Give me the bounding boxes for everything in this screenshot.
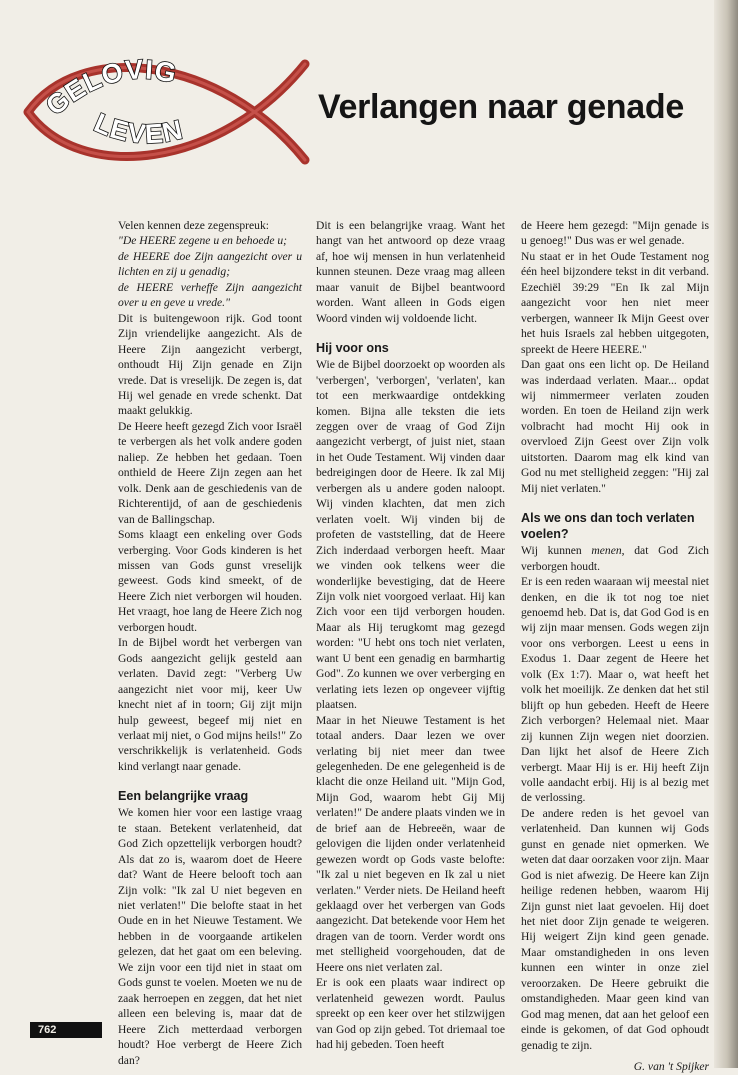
text-run: Wij kunnen [521, 544, 592, 558]
paragraph: De Heere heeft gezegd Zich voor Israël te verbergen als het volk andere goden naliep. Ze hebben het gedaan. Toen onthield de Heere Zijn zegen aan het volk. Denk aan de geschiedenis van de Richterentijd, of aan de geschiedenis van de Ballingschap. [118, 419, 302, 526]
page-edge-shadow [714, 0, 738, 1068]
quote-line: de HEERE doe Zijn aangezicht over u lichten en zij u genadig; [118, 249, 302, 279]
paragraph: Dit is buitengewoon rijk. God toont Zijn vriendelijke aangezicht. Als de Heere Zijn aangezicht verbergt, onthoudt Hij Zijn genade en Zijn vrede. Dat is vreselijk. De zegen is, dat Hij wel genade en vrede schenkt. Dat maakt gelukkig. [118, 311, 302, 418]
paragraph: de Heere hem gezegd: "Mijn genade is u genoeg!" Dus was er wel genade. [521, 219, 709, 248]
paragraph: We komen hier voor een lastige vraag te staan. Betekent verlatenheid, dat God Zich opzettelijk verborgen houdt? Als dat zo is, waarom doet de Heere dat? Want de Heere belooft toch aan Zijn volk: "Ik zal U niet begeven en niet verlaten!" Die belofte staat in het Oude en in het Nieuwe Testament. We hebben in de voorgaande artikelen gelezen, dat het gaat om een beleving. We zijn voor een tijd niet in staat om Gods gunst te voelen. Moeten we nu de zaak herroepen en zeggen, dat het niet alleen een beleving is, maar dat de Heere Zich metterdaad verborgen houdt? Hoe verbergt de Heere Zich dan? [118, 806, 302, 1067]
paragraph: De andere reden is het gevoel van verlatenheid. Dan kunnen wij Gods gunst en genade niet opmerken. We weten dat daar oorzaken voor zijn. Maar God is niet afwezig. De Heere kan Zijn heilige redenen hebben, waarom Hij Zijn gunst niet laat gevoelen. Hij doet het niet door Zijn genade te weigeren. Hij weigert Zijn kind geen genade. Maar omstandigheden in ons leven kunnen een winter in onze ziel veroorzaken. De Heere gebruikt die omstandigheden. Maar geen kind van God mag menen, dat aan het geloof een einde is gekomen, of dat God ophoudt genadig te zijn. [521, 806, 709, 1052]
emphasis: menen [591, 544, 622, 558]
quote-line: de HEERE verheffe Zijn aangezicht over u en geve u vrede." [118, 280, 302, 310]
author-signature: G. van 't Spijker [633, 1060, 709, 1074]
logo-text-top: GELOVIG [40, 54, 180, 122]
logo-text-bottom: LEVEN [89, 107, 186, 150]
paragraph: Soms klaagt een enkeling over Gods verberging. Voor Gods kinderen is het missen van Gods gunst vreselijk geweest. Gods kind smeekt, of de Heere Zich niet verborgen wil houden. Het vraagt, hoe lang de Heere Zich nog verborgen houdt. [118, 528, 302, 634]
text-run: , dat God Zich verborgen houdt. [521, 544, 709, 573]
page-number: 762 [30, 1022, 102, 1038]
text-column-1 [118, 218, 302, 1068]
paragraph: Wie de Bijbel doorzoekt op woorden als 'verbergen', 'verborgen', 'verlaten', kan tot een merkwaardige ontdekking komen. Bijna alle teksten die iets zeggen over de vraag of God Zijn aangezicht verbergt, of juist niet, staan in het Oude Testament. Wij vinden daar bedreigingen door de Heere. Ik zal Mij verbergen als u andere goden naloopt. Wij vinden klachten, dat men zich verlaten voelt. Wij vinden bij de profeten de vaststelling, dat de Heere Zich inderdaad verborgen heeft. Maar we vinden ook telkens weer die wonderlijke bevestiging, dat de Heere Zijn volk niet voorgoed verlaat. Hij kan Zich voor een tijd verborgen houden. Maar als Hij terugkomt mag gezegd worden: "U hebt ons toch niet verlaten, want U bent een genadig en barmhartig God". Zo kunnen we over verberging en verlating iets lezen op ongeveer vijftig plaatsen. [316, 358, 505, 712]
text-column-3 [521, 218, 709, 1075]
text-column-2 [316, 218, 505, 1053]
paragraph: Dan gaat ons een licht op. De Heiland was inderdaad verlaten. Maar... opdat wij nimmermeer verlaten zouden worden. En toen de Heiland zijn werk volbracht had mocht Hij ook in overvloed Zijn Geest over Zijn volk uitstorten. Daarom mag elk kind van God nu met stelligheid zeggen: "Hij zal Mij niet verlaten." [521, 358, 709, 495]
paragraph: Maar in het Nieuwe Testament is het totaal anders. Daar lezen we over verlating bij niet meer dan twee gelegenheden. De ene gelegenheid is de klacht die onze Heiland uit. "Mijn God, Mijn God, waarom hebt Gij Mij verlaten!" De andere plaats vinden we in de brief aan de Hebreeën, waar de gelovigen die lijden onder verlatenheid gewezen wordt op Gods vaste belofte: "Ik zal u niet begeven en Ik zal u niet verlaten." Verder niets. De Heiland heeft geklaagd over het verbergen van Gods aangezicht. Dat betekende voor Hem het dragen van de toorn. Verder wordt ons met stelligheid voorgehouden, dat de Heere ons niet verlaten zal. [316, 713, 505, 974]
article-title: Verlangen naar genade [318, 88, 684, 126]
section-heading: Een belangrijke vraag [118, 789, 249, 804]
section-heading: Hij voor ons [316, 341, 389, 356]
svg-text:LEVEN [90, 107, 186, 149]
paragraph [521, 543, 709, 574]
fish-logo [20, 50, 310, 170]
quote-line: "De HEERE zegene u en behoede u; [118, 234, 288, 248]
paragraph: Dit is een belangrijke vraag. Want het hangt van het antwoord op deze vraag af, hoe wij mensen in hun verlatenheid kunnen steunen. Deze vraag mag alleen maar vanuit de Bijbel beantwoord worden. Want alleen in Gods eigen Woord vinden wij voldoende licht. [316, 219, 505, 325]
paragraph: In de Bijbel wordt het verbergen van Gods aangezicht gelijk gesteld aan verlaten. David zegt: "Verberg Uw aangezicht niet voor mij, keer Uw knecht niet af in toorn; Gij zijt mijn hulp geweest, begeef mij niet en verlaat mij niet, o God mijns heils!" Zo verschrikkelijk is verlatenheid. Gods kind verlangt naar genade. [118, 636, 302, 773]
paragraph: Er is een reden waaraan wij meestal niet denken, en die ik tot nog toe niet genoemd heb. Dat is, dat God God is en wij zijn maar mensen. Gods wegen zijn voor ons verborgen. Leest u eens in Exodus 1. Daar zegent de Heere het volk (Ex 1:7). Maar o, wat heeft het volk het moeilijk. Ze denken dat het stil blijft op hun gebeden. Heeft de Heere Zich verborgen? Helemaal niet. Maar zij kunnen Zijn wegen niet doorzien. Dan lijkt het alsof de Heere Zich verbergt. Maar Hij is er. Hij heeft Zijn volle aandacht erbij. Hij is al bezig met de verlossing. [521, 575, 709, 805]
section-heading: Als we ons dan toch verlaten voelen? [521, 511, 695, 542]
paragraph: Velen kennen deze zegenspreuk: [118, 219, 269, 232]
paragraph: Nu staat er in het Oude Testament nog één heel bijzondere tekst in dit verband. Ezechiël 39:29 "En Ik zal Mijn aangezicht voor hen niet meer verbergen, wanneer Ik Mijn Geest over het huis Israels zal hebben uitgegoten, spreekt de Heere HEERE." [521, 249, 709, 356]
paragraph: Er is ook een plaats waar indirect op verlatenheid gewezen wordt. Paulus spreekt op een keer over het stilzwijgen van God op zijn gebed. Tot driemaal toe had hij gebeden. Toen heeft [316, 976, 505, 1052]
